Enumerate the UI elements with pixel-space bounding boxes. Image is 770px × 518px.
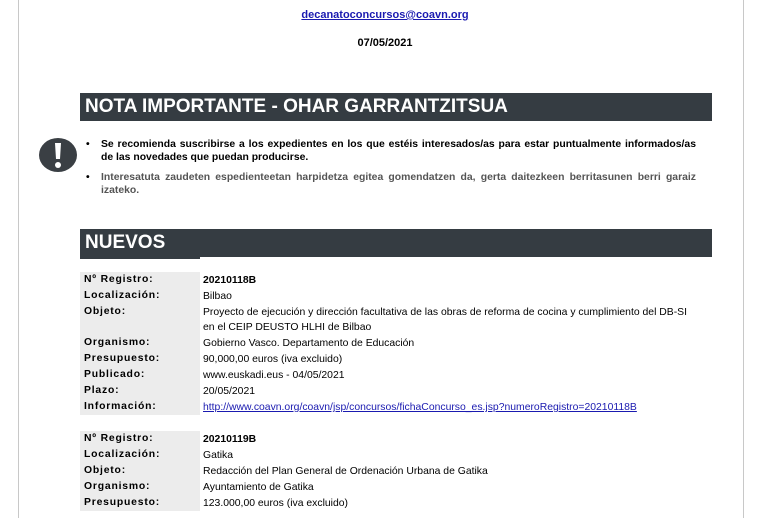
publicado-label: Publicado: xyxy=(80,367,200,383)
objeto-label: Objeto: xyxy=(80,304,200,335)
localizacion-label: Localización: xyxy=(80,288,200,304)
section-banner xyxy=(80,229,712,257)
organismo-label: Organismo: xyxy=(80,479,200,495)
notice-title: NOTA IMPORTANTE - OHAR GARRANTZITSUA xyxy=(85,96,508,117)
notice-item-eu: • Interesatuta zaudeten espedienteetan harpidetza egitea gomendatzen da, gerta daitezkeen berritasunen berri garaiz izateko. xyxy=(86,171,696,197)
organismo-value: Gobierno Vasco. Departamento de Educación xyxy=(203,338,415,349)
organismo-label: Organismo: xyxy=(80,335,200,351)
presupuesto-value: 123.000,00 euros (iva excluido) xyxy=(203,498,348,509)
publication-date: 07/05/2021 xyxy=(357,37,413,49)
objeto-label: Objeto: xyxy=(80,463,200,479)
notice-banner xyxy=(80,93,712,121)
presupuesto-label: Presupuesto: xyxy=(80,351,200,367)
registro-value: 20210119B xyxy=(203,434,257,445)
objeto-value: Proyecto de ejecución y dirección facultativa de las obras de reforma de cocina y cumplimiento del DB-SI en el CEIP DEUSTO HLHI de Bilbao xyxy=(203,307,687,333)
exclamation-icon xyxy=(38,137,78,173)
presupuesto-value: 90,000,00 euros (iva excluido) xyxy=(203,354,343,365)
organismo-value: Ayuntamiento de Gatika xyxy=(203,482,314,493)
registro-label: Nº Registro: xyxy=(80,272,200,288)
localizacion-value: Gatika xyxy=(203,450,234,461)
tender-record xyxy=(80,431,700,511)
publicado-value: www.euskadi.eus - 04/05/2021 xyxy=(203,370,345,381)
presupuesto-label: Presupuesto: xyxy=(80,495,200,511)
banner-underline xyxy=(80,257,200,259)
informacion-label: Información: xyxy=(80,399,200,415)
tender-record xyxy=(80,272,700,415)
notice-list xyxy=(86,138,696,204)
informacion-link[interactable]: http://www.coavn.org/coavn/jsp/concursos/fichaConcurso_es.jsp?numeroRegistro=20210118B xyxy=(203,402,637,413)
localizacion-label: Localización: xyxy=(80,447,200,463)
section-title: NUEVOS xyxy=(85,232,166,253)
localizacion-value: Bilbao xyxy=(203,291,232,302)
registro-value: 20210118B xyxy=(203,275,257,286)
plazo-label: Plazo: xyxy=(80,383,200,399)
plazo-value: 20/05/2021 xyxy=(203,386,256,397)
notice-item-es: • Se recomienda suscribirse a los expedientes en los que estéis interesados/as para estar puntualmente informados/as de las novedades que puedan producirse. xyxy=(86,138,696,164)
registro-label: Nº Registro: xyxy=(80,431,200,447)
objeto-value: Redacción del Plan General de Ordenación Urbana de Gatika xyxy=(203,466,488,477)
contact-email-link[interactable]: decanatoconcursos@coavn.org xyxy=(301,9,469,21)
